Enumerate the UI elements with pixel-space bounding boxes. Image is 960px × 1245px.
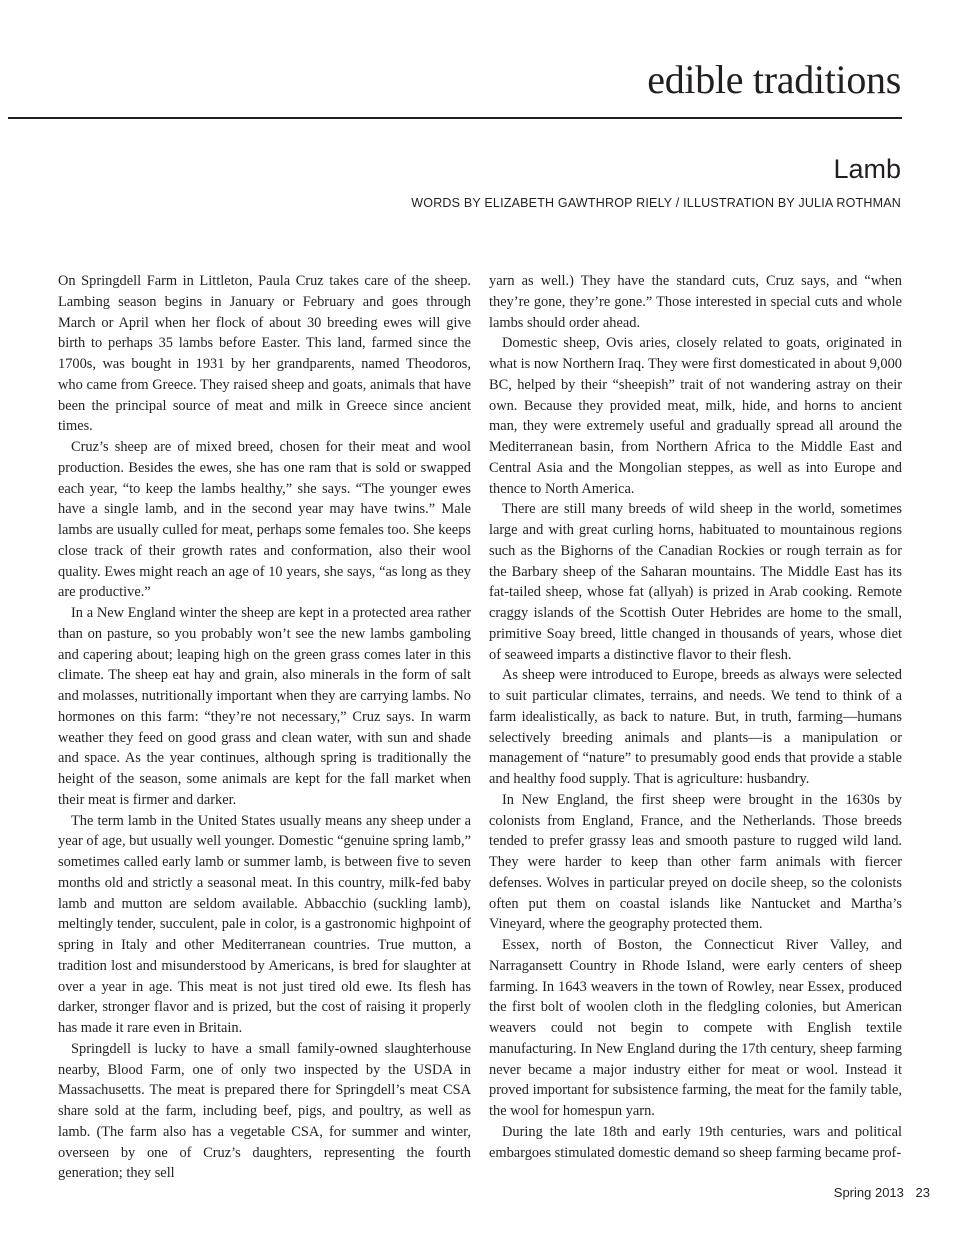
- paragraph: In New England, the first sheep were brought in the 1630s by colonists from England, France, and the Netherlands. Those breeds tended to prefer grassy leas and smooth pasture to rugged wild land. They were harder to keep than other farm animals with fiercer defenses. Wolves in particular preyed on docile sheep, so the colonists often put them on coastal islands like Nantucket and Martha’s Vineyard, where the geography protected them.: [489, 791, 902, 933]
- paragraph: Springdell is lucky to have a small family-owned slaughterhouse nearby, Blood Farm, one of only two inspected by the USDA in Massachusetts. The meat is prepared there for Springdell’s meat CSA share sold at the farm, including beef, pigs, and poultry, as well as lamb. (The farm also has a vegetable CSA, for summer and winter, overseen by one of Cruz’s daughters, representing the fourth generation; they sell: [58, 1040, 471, 1182]
- paragraph: Essex, north of Boston, the Connecticut River Valley, and Narragansett Country in Rhode Island, were early centers of sheep farming. In 1643 weavers in the town of Rowley, near Essex, produced the first bolt of woolen cloth in the fledgling colonies, but American weavers could not begin to compete with English textile manufacturing. In New England during the 17th century, sheep farming never became a major industry either for meat or wool. Instead it proved important for subsistence farming, the meat for the family table, the wool for homespun yarn.: [489, 937, 902, 1119]
- paragraph: Domestic sheep, Ovis aries, closely related to goats, originated in what is now Northern Iraq. They were first domesticated in about 9,000 BC, helped by their “sheepish” trait of not wandering astray on their own. Because they provided meat, milk, hide, and horns to ancient man, they were extremely useful and gradually spread all around the Mediterranean basin, from Northern Africa to the Middle East and Central Asia and the Mongolian steppes, as well as into Europe and thence to North America.: [489, 335, 902, 497]
- paragraph: yarn as well.) They have the standard cuts, Cruz says, and “when they’re gone, they’re gone.” Those interested in special cuts and whole lambs should order ahead.: [489, 273, 902, 331]
- paragraph: Cruz’s sheep are of mixed breed, chosen for their meat and wool production. Besides the ewes, she has one ram that is sold or swapped each year, “to keep the lambs healthy,” she says. “The younger ewes have a single lamb, and in the second year may have twins.” Male lambs are usually culled for meat, perhaps some females too. She keeps close track of their growth rates and conformation, also their wool quality. Ewes might reach an age of 10 years, she says, “as long as they are productive.”: [58, 439, 471, 601]
- body-column-right: [489, 271, 902, 1163]
- paragraph: There are still many breeds of wild sheep in the world, sometimes large and with great curling horns, habituated to mountainous regions such as the Bighorns of the Canadian Rockies or rough terrain as for the Barbary sheep of the Saharan mountains. The Middle East has its fat-tailed sheep, whose fat (allyah) is prized in Arab cooking. Remote craggy islands of the Scottish Outer Hebrides are home to the small, primitive Soay breed, little changed in thousands of years, whose diet of seaweed imparts a distinctive flavor to their flesh.: [489, 501, 902, 663]
- section-title: edible traditions: [647, 57, 901, 102]
- article-title: Lamb: [833, 154, 901, 184]
- header-rule: [8, 117, 902, 119]
- paragraph: In a New England winter the sheep are kept in a protected area rather than on pasture, so you probably won’t see the new lambs gamboling and capering about; leaping high on the green grass comes later in this climate. The sheep eat hay and grain, also minerals in the form of salt and molasses, nutritionally important when they are carrying lambs. No hormones on this farm: “they’re not necessary,” Cruz says. In warm weather they feed on good grass and clean water, with sun and shade and space. As the year continues, although spring is traditionally the height of the season, some animals are kept for the fall market when their meat is firmer and darker.: [58, 605, 471, 808]
- paragraph: The term lamb in the United States usually means any sheep under a year of age, but usually well younger. Domestic “genuine spring lamb,” sometimes called early lamb or summer lamb, is between five to seven months old and strictly a seasonal meat. In this country, milk-fed baby lamb and mutton are seldom available. Abbacchio (suckling lamb), meltingly tender, succulent, pale in color, is a gastronomic highpoint of spring in Italy and other Mediterranean countries. True mutton, a tradition lost and misunderstood by Americans, is bred for slaughter at over a year in age. This meat is not just tired old ewe. Its flesh has darker, stronger flavor and is prized, but the cost of raising it properly has made it rare even in Britain.: [58, 812, 471, 1036]
- byline: WORDS BY ELIZABETH GAWTHROP RIELY / ILLUSTRATION BY JULIA ROTHMAN: [411, 196, 901, 210]
- page-number: 23: [915, 1185, 930, 1200]
- paragraph: On Springdell Farm in Littleton, Paula Cruz takes care of the sheep. Lambing season begins in January or February and goes through March or April when her flock of about 30 breeding ewes will give birth to perhaps 35 lambs before Easter. This land, farmed since the 1700s, was bought in 1931 by her grandparents, named Theodoros, who came from Greece. They raised sheep and goats, animals that have been the principal source of meat and milk in Greece since ancient times.: [58, 273, 471, 435]
- paragraph: During the late 18th and early 19th centuries, wars and political embargoes stimulated domestic demand so sheep farming became prof-: [489, 1123, 902, 1161]
- body-column-left: [58, 271, 471, 1184]
- page-footer: [834, 1184, 930, 1202]
- paragraph: As sheep were introduced to Europe, breeds as always were selected to suit particular climates, terrains, and needs. We tend to think of a farm idealistically, as back to nature. But, in truth, farming—humans selectively breeding animals and plants—is a manipulation or management of “nature” to presumably good ends that provide a stable and healthy food supply. That is agriculture: husbandry.: [489, 667, 902, 787]
- issue-label: Spring 2013: [833, 1185, 904, 1200]
